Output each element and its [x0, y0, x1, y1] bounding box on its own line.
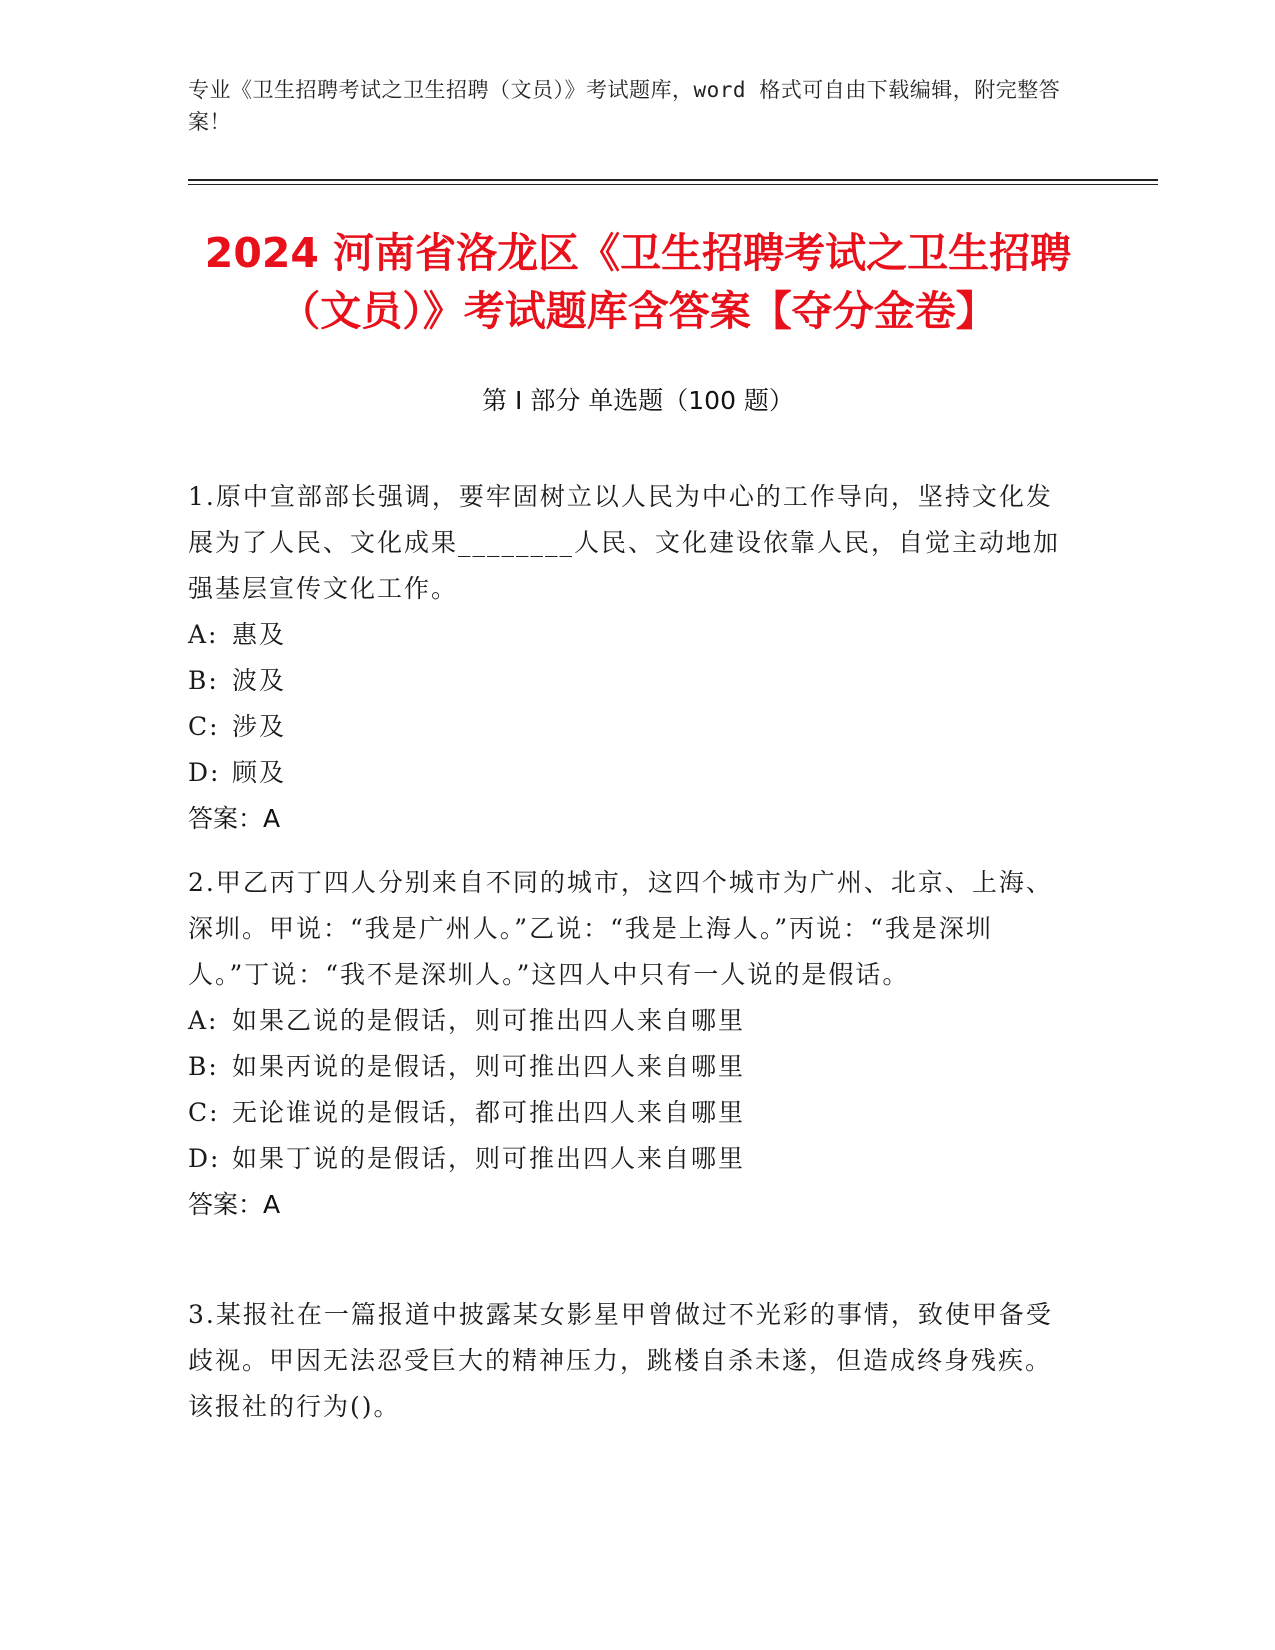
option-letter: C: — [188, 1098, 220, 1127]
option-text: 如果乙说的是假话，则可推出四人来自哪里 — [232, 1006, 746, 1035]
question-stem: 1.原中宣部部长强调，要牢固树立以人民为中心的工作导向，坚持文化发展为了人民、文化成果________人民、文化建设依靠人民，自觉主动地加强基层宣传文化工作。 — [188, 482, 1061, 603]
option-letter: B: — [188, 1052, 219, 1081]
header-divider-thick — [188, 179, 1158, 181]
question-3 — [188, 1292, 1068, 1430]
question-2 — [188, 860, 1068, 1228]
question-stem: 3.某报社在一篇报道中披露某女影星甲曾做过不光彩的事情，致使甲备受歧视。甲因无法忍受巨大的精神压力，跳楼自杀未遂，但造成终身残疾。该报社的行为()。 — [188, 1300, 1053, 1421]
option-text: 无论谁说的是假话，都可推出四人来自哪里 — [232, 1098, 746, 1127]
option-d — [188, 750, 1068, 796]
option-text: 惠及 — [232, 620, 287, 649]
document-title: 2024 河南省洛龙区《卫生招聘考试之卫生招聘（文员）》考试题库含答案【夺分金卷】 — [204, 229, 1072, 335]
question-stem: 2.甲乙丙丁四人分别来自不同的城市，这四个城市为广州、北京、上海、深圳。甲说：“我是广州人。”乙说：“我是上海人。”丙说：“我是深圳人。”丁说：“我不是深圳人。”这四人中只有一人说的是假话。 — [188, 868, 1053, 989]
option-a — [188, 998, 1068, 1044]
option-text: 顾及 — [232, 758, 287, 787]
option-c — [188, 1090, 1068, 1136]
header-divider-thin — [188, 184, 1158, 185]
option-letter: C: — [188, 712, 220, 741]
option-c — [188, 704, 1068, 750]
option-d — [188, 1136, 1068, 1182]
option-letter: A: — [188, 1006, 219, 1035]
option-text: 如果丙说的是假话，则可推出四人来自哪里 — [232, 1052, 746, 1081]
header-note: 专业《卫生招聘考试之卫生招聘（文员）》考试题库，word 格式可自由下载编辑，附完整答案！ — [188, 78, 1061, 134]
answer-line: 答案：A — [188, 1190, 281, 1219]
option-b — [188, 1044, 1068, 1090]
option-letter: B: — [188, 666, 219, 695]
option-text: 波及 — [232, 666, 287, 695]
option-letter: D: — [188, 1144, 221, 1173]
option-letter: D: — [188, 758, 221, 787]
section-heading: 第 I 部分 单选题（100 题） — [482, 386, 794, 415]
option-letter: A: — [188, 620, 219, 649]
option-b — [188, 658, 1068, 704]
option-text: 涉及 — [232, 712, 287, 741]
answer-line: 答案：A — [188, 804, 281, 833]
question-1 — [188, 474, 1068, 842]
option-text: 如果丁说的是假话，则可推出四人来自哪里 — [232, 1144, 746, 1173]
option-a — [188, 612, 1068, 658]
